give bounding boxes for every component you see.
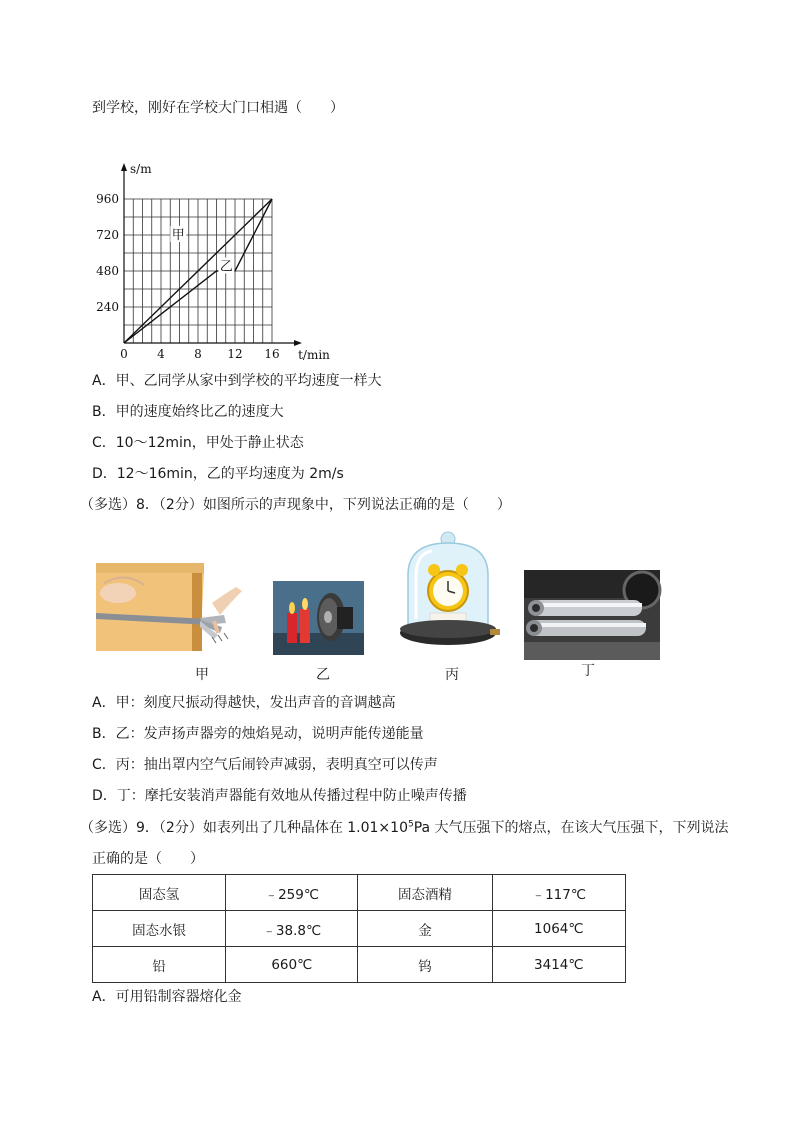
q8-option-c: C．丙：抽出罩内空气后闹铃声减弱，表明真空可以传声 [92,757,438,773]
q8-option-b: B．乙：发声扬声器旁的烛焰晃动，说明声能传递能量 [92,726,424,742]
table-row [93,947,626,983]
q7-option-b: B．甲的速度始终比乙的速度大 [92,404,284,420]
table-cell: 固态氢 [93,875,226,911]
q7-option-c: C．10～12min，甲处于静止状态 [92,435,304,451]
q8-option-a: A．甲：刻度尺振动得越快，发出声音的音调越高 [92,695,396,711]
y-axis-arrow [121,163,127,171]
motorcycle-muffler-image [524,570,660,660]
table-cell: 钨 [358,947,492,983]
y-tick-label: 240 [96,300,119,314]
table-cell: 660℃ [226,947,358,983]
series-yi-label: 乙 [219,259,233,275]
table-row [93,875,626,911]
q8-option-d: D．丁：摩托安装消声器能有效地从传播过程中防止噪声传播 [92,788,467,804]
table-cell: ﹣259℃ [226,875,358,911]
table-row [93,911,626,947]
x-tick-label: 12 [227,347,243,361]
x-axis-arrow [294,340,302,346]
caption-ding: 丁 [581,663,595,679]
table-cell: ﹣38.8℃ [226,911,358,947]
table-cell: ﹣117℃ [492,875,625,911]
series-jia-label: 甲 [171,228,185,243]
q9-option-a: A．可用铅制容器熔化金 [92,989,242,1005]
ruler-vibration-image [96,563,244,651]
table-cell: 1064℃ [492,911,625,947]
x-axis-label: t/min [298,348,330,362]
x-tick-label: 0 [120,347,128,361]
y-tick-label: 720 [96,228,119,242]
x-tick-label: 4 [157,347,165,361]
melting-point-table [92,874,626,983]
q9-stem: （多选）9．（2分）如表列出了几种晶体在 $1.01\times 10^5Pa$ 大气压强下的熔点，在该大气压强下，下列说法 [80,819,729,836]
distance-time-chart [96,155,340,365]
q7-option-a: A．甲、乙同学从家中到学校的平均速度一样大 [92,373,382,389]
caption-yi: 乙 [316,667,330,683]
y-tick-label: 960 [96,192,119,206]
x-tick-label: 8 [194,347,202,361]
caption-bing: 丙 [445,667,459,683]
table-cell: 铅 [93,947,226,983]
table-cell: 固态水银 [93,911,226,947]
speaker-candle-image [273,581,364,655]
caption-jia: 甲 [195,667,209,683]
q7-stem-tail: 到学校，刚好在学校大门口相遇（ ） [92,100,344,116]
y-tick-label: 480 [96,264,119,278]
bell-jar-clock-image [398,529,502,660]
q7-option-d: D．12～16min，乙的平均速度为 2m/s [92,466,344,482]
table-cell: 金 [358,911,492,947]
y-axis-label: s/m [130,162,152,176]
table-cell: 固态酒精 [358,875,492,911]
q9-stem-line2: 正确的是（ ） [92,851,204,867]
q8-stem: （多选）8．（2分）如图所示的声现象中，下列说法正确的是（ ） [80,497,511,513]
x-tick-label: 16 [264,347,280,361]
table-cell: 3414℃ [492,947,625,983]
